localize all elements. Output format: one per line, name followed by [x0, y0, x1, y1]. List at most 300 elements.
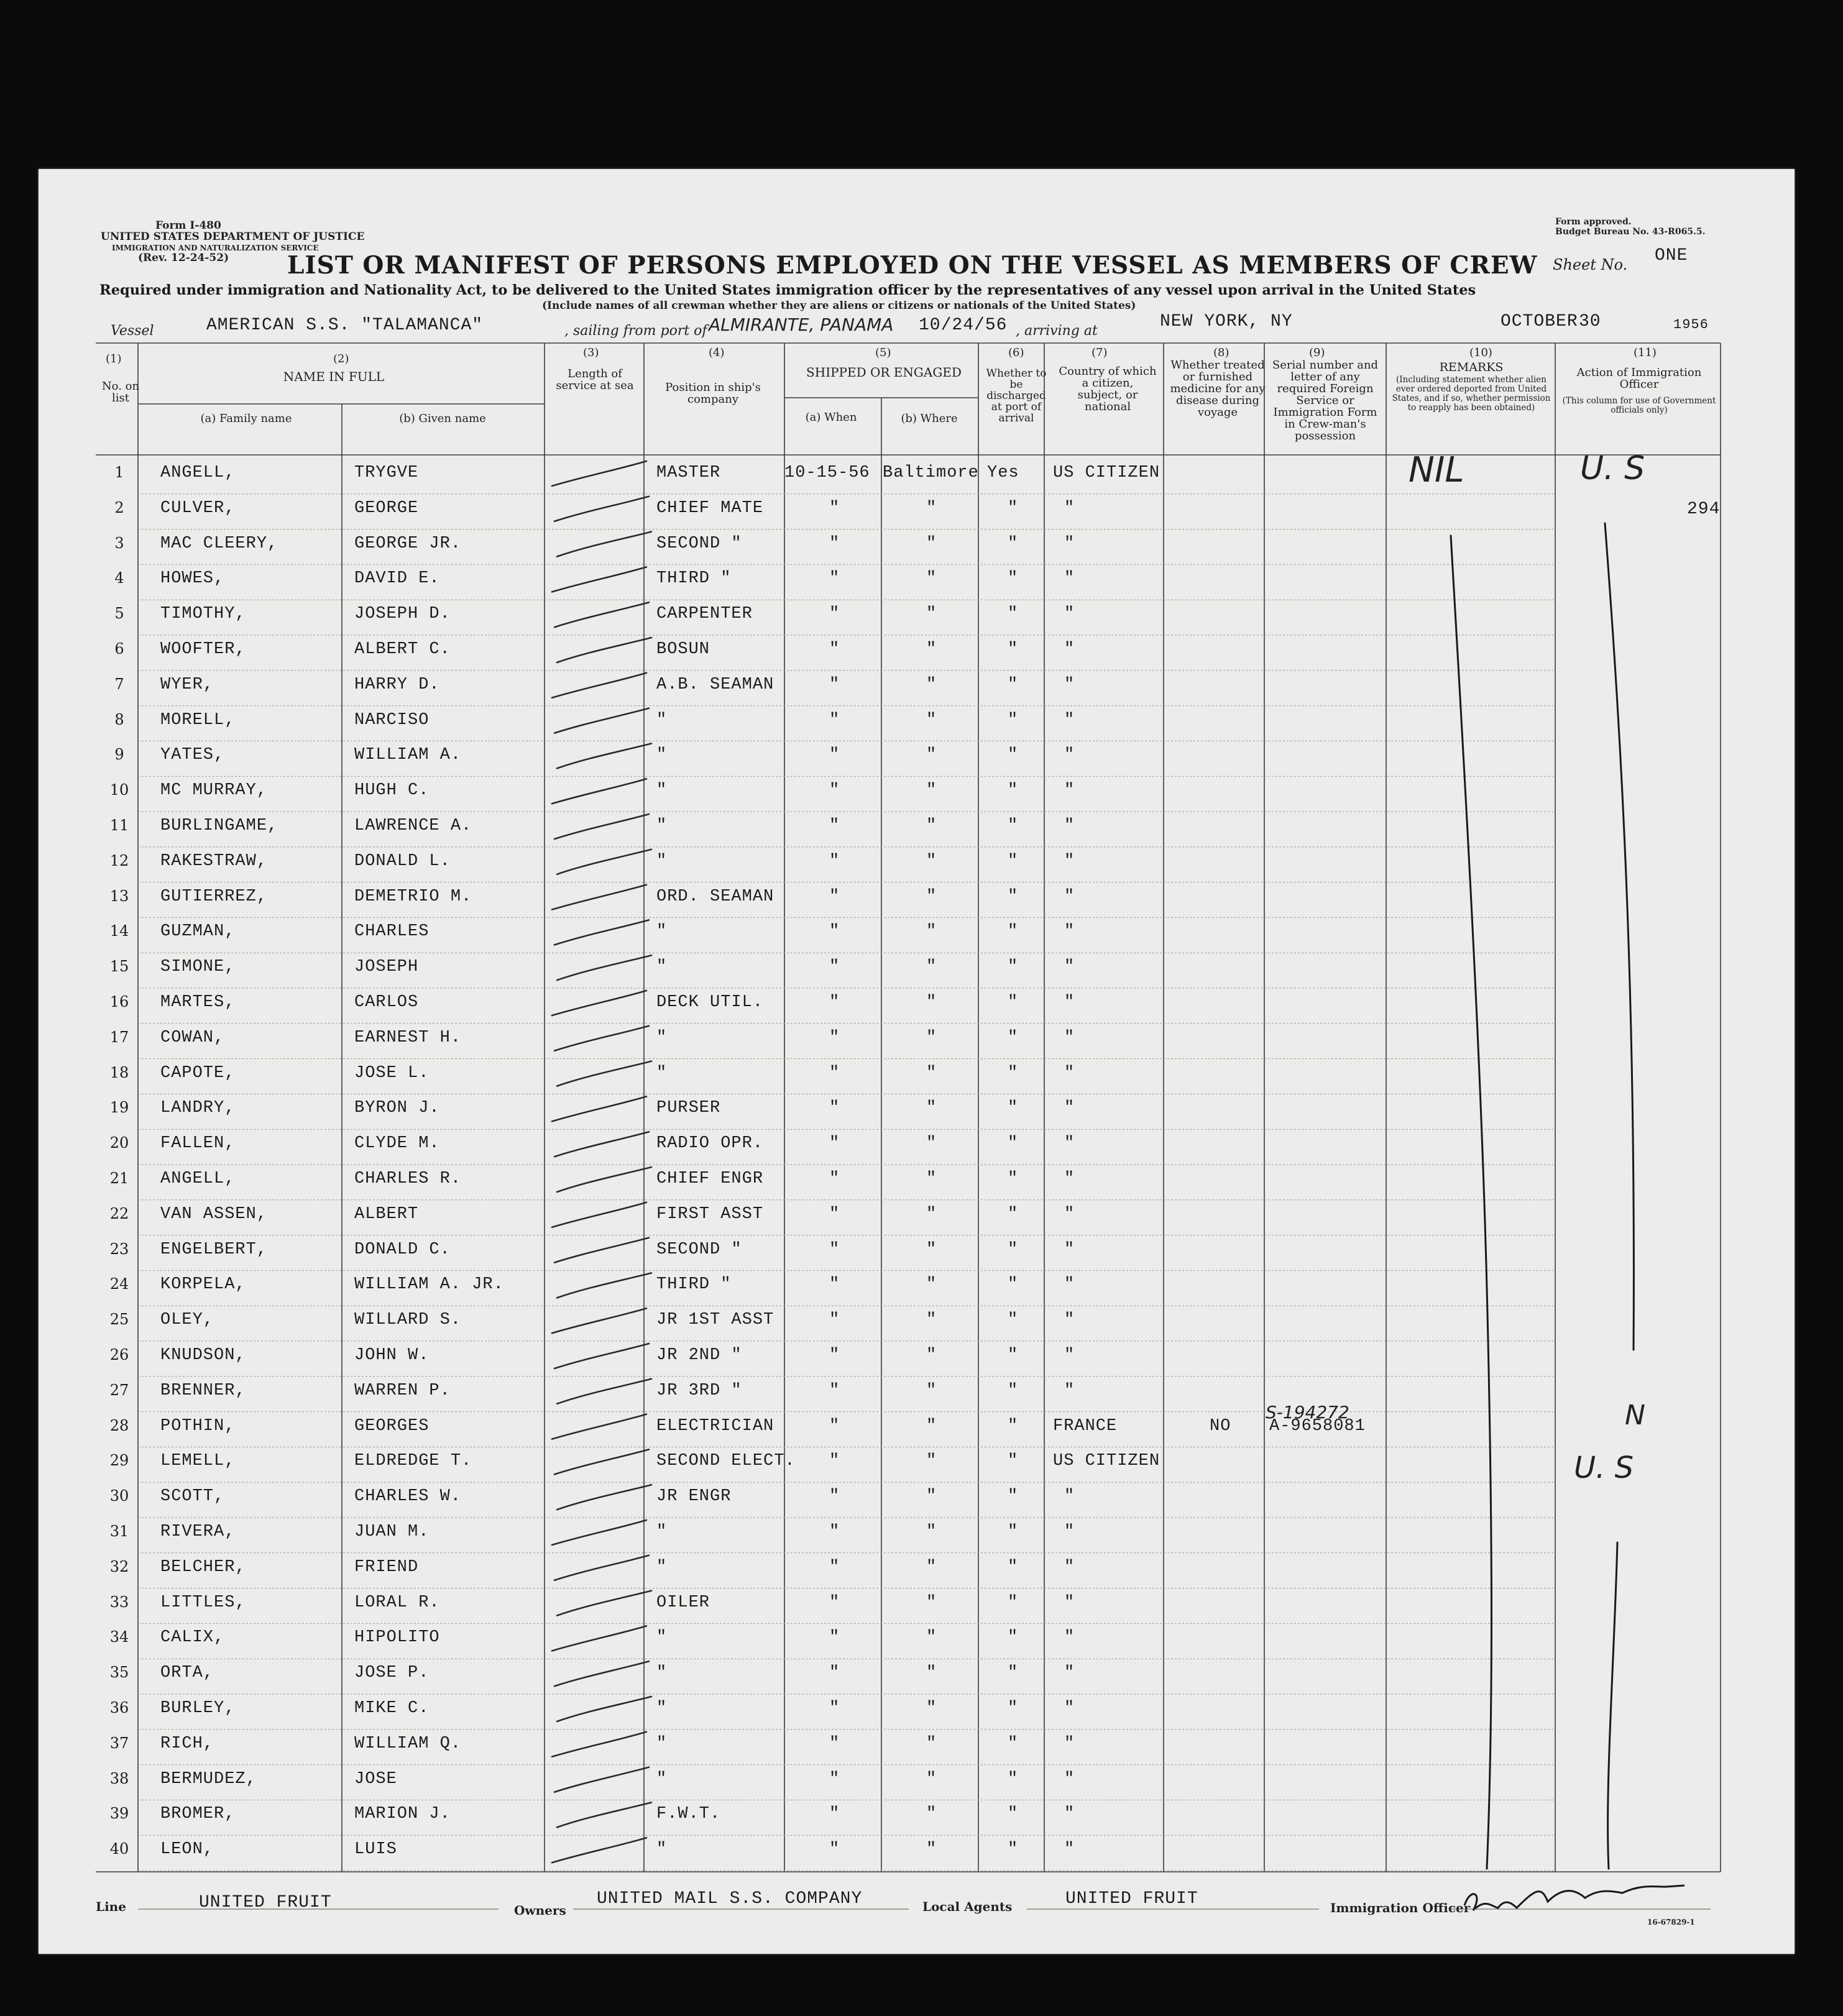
form-subtitle: Required under immigration and Nationality Act, to be delivered to the United States immigration officer by the representatives of any vessel upon arrival in the United States [99, 282, 1476, 298]
shipped-where: " [926, 1416, 937, 1436]
shipped-when: " [829, 1170, 840, 1188]
shipped-where: " [926, 993, 937, 1012]
discharged: " [1008, 1028, 1019, 1047]
discharged: " [1008, 640, 1019, 659]
row-number: 16 [109, 993, 129, 1010]
table-row [39, 1447, 1795, 1482]
country: " [1064, 1028, 1075, 1047]
given-name: JOSE [354, 1769, 397, 1789]
row-number: 1 [114, 464, 124, 481]
country: " [1064, 498, 1075, 518]
given-name: JOHN W. [354, 1346, 430, 1365]
given-name: MARION J. [354, 1805, 451, 1824]
position: JR 3RD " [656, 1381, 742, 1400]
family-name: BURLINGAME, [160, 817, 278, 835]
position: PURSER [656, 1099, 721, 1118]
family-name: WYER, [160, 675, 214, 694]
vessel-label: Vessel [111, 323, 154, 339]
shipped-when: " [829, 1699, 840, 1718]
shipped-where: " [926, 1099, 937, 1118]
row-number: 5 [114, 605, 124, 623]
given-name: JOSEPH D. [354, 605, 451, 624]
table-row [39, 1270, 1795, 1305]
given-name: DAVID E. [354, 569, 440, 589]
country: " [1064, 1134, 1075, 1153]
shipped-when: " [829, 922, 840, 942]
table-row [39, 882, 1795, 917]
country: " [1064, 1805, 1075, 1824]
position: " [656, 1664, 668, 1683]
given-name: CHARLES [354, 922, 430, 942]
shipped-where: " [926, 605, 937, 624]
row-number: 32 [109, 1557, 129, 1575]
given-name: WARREN P. [354, 1381, 451, 1400]
family-name: SIMONE, [160, 958, 236, 977]
shipped-where: " [926, 1840, 937, 1859]
country: US CITIZEN [1053, 464, 1160, 482]
family-name: CULVER, [160, 498, 236, 518]
col2a-header: (a) Family name [200, 412, 292, 425]
discharged: " [1008, 1769, 1019, 1789]
position: DECK UTIL. [656, 993, 764, 1012]
position: CHIEF MATE [656, 498, 764, 518]
shipped-where: " [926, 1557, 937, 1577]
shipped-when: " [829, 569, 840, 589]
budget-bureau: Budget Bureau No. 43-R065.5. [1555, 227, 1706, 237]
position: " [656, 958, 668, 977]
table-row [39, 1659, 1795, 1693]
shipped-when: " [829, 887, 840, 906]
shipped-where: " [926, 1204, 937, 1224]
given-name: CHARLES R. [354, 1170, 462, 1188]
line-value: UNITED FRUIT [199, 1893, 332, 1912]
given-name: HARRY D. [354, 675, 440, 694]
discharged: " [1008, 1099, 1019, 1118]
family-name: COWAN, [160, 1028, 225, 1047]
country: " [1064, 887, 1075, 906]
discharged: " [1008, 746, 1019, 765]
country: " [1064, 1381, 1075, 1400]
family-name: RICH, [160, 1734, 214, 1753]
country: " [1064, 1628, 1075, 1647]
action-n: N [1625, 1400, 1645, 1431]
family-name: LITTLES, [160, 1593, 246, 1612]
col4-header: Position in ship's company [665, 381, 761, 406]
table-row [39, 1059, 1795, 1094]
col5-header: SHIPPED OR ENGAGED [806, 365, 962, 380]
shipped-where: " [926, 1134, 937, 1153]
country: " [1064, 605, 1075, 624]
shipped-when: " [829, 1381, 840, 1400]
shipped-where: " [926, 1275, 937, 1294]
shipped-when: " [829, 1769, 840, 1789]
shipped-where: " [926, 1664, 937, 1683]
family-name: LEON, [160, 1840, 214, 1859]
position: JR ENGR [656, 1487, 732, 1506]
country: " [1064, 1699, 1075, 1718]
discharged: " [1008, 710, 1019, 730]
table-row [39, 1800, 1795, 1835]
shipped-where: " [926, 781, 937, 800]
row-number: 36 [109, 1699, 129, 1716]
family-name: POTHIN, [160, 1416, 236, 1436]
row-number: 26 [109, 1346, 129, 1363]
family-name: ANGELL, [160, 464, 236, 482]
shipped-when: " [829, 993, 840, 1012]
given-name: GEORGES [354, 1416, 430, 1436]
given-name: DEMETRIO M. [354, 887, 472, 906]
family-name: MARTES, [160, 993, 236, 1012]
given-name: WILLARD S. [354, 1311, 462, 1330]
position: ORD. SEAMAN [656, 887, 774, 906]
shipped-when: " [829, 1099, 840, 1118]
discharged: Yes [987, 464, 1019, 482]
family-name: BURLEY, [160, 1699, 236, 1718]
arrival-day: 30 [1579, 312, 1601, 331]
col10-header: REMARKS [1439, 360, 1504, 374]
table-row [39, 1165, 1795, 1199]
table-row [39, 1129, 1795, 1164]
position: " [656, 1557, 668, 1577]
col2b-header: (b) Given name [399, 412, 486, 425]
row-number: 22 [109, 1204, 129, 1222]
col6-header: Whether to be discharged at port of arrival [986, 367, 1047, 424]
shipped-where: " [926, 640, 937, 659]
col11-note: (This column for use of Government officials only) [1562, 396, 1716, 415]
discharged: " [1008, 1523, 1019, 1541]
discharged: " [1008, 1557, 1019, 1577]
position: CHIEF ENGR [656, 1170, 764, 1188]
discharged: " [1008, 1275, 1019, 1294]
table-row [39, 1623, 1795, 1658]
table-row [39, 1482, 1795, 1517]
shipped-where: " [926, 1311, 937, 1330]
discharged: " [1008, 922, 1019, 942]
row-number: 7 [114, 675, 124, 693]
table-row [39, 1306, 1795, 1340]
family-name: ANGELL, [160, 1170, 236, 1188]
agents-value: UNITED FRUIT [1065, 1889, 1198, 1908]
col3-header: Length of service at sea [556, 367, 634, 392]
discharged: " [1008, 1805, 1019, 1824]
position: " [656, 817, 668, 835]
crew-table [39, 459, 1795, 1871]
shipped-where: " [926, 1346, 937, 1365]
family-name: LANDRY, [160, 1099, 236, 1118]
discharged: " [1008, 1628, 1019, 1647]
form-note: (Include names of all crewman whether they are aliens or citizens or nationals of the United States) [542, 300, 1136, 312]
shipped-where: " [926, 1699, 937, 1718]
discharged: " [1008, 675, 1019, 694]
discharged: " [1008, 1416, 1019, 1436]
given-name: HIPOLITO [354, 1628, 440, 1647]
col7-header: Country of which a citizen, subject, or national [1059, 365, 1157, 413]
shipped-when: " [829, 1063, 840, 1083]
remarks-nil: NIL [1409, 450, 1464, 490]
owners-label: Owners [514, 1903, 566, 1918]
col9-header: Serial number and letter of any required Foreign Service or Immigration Form in Crew-man's possession [1272, 359, 1379, 442]
country: " [1064, 1487, 1075, 1506]
department: UNITED STATES DEPARTMENT OF JUSTICE [101, 231, 365, 243]
position: " [656, 1840, 668, 1859]
position: " [656, 1063, 668, 1083]
discharged: " [1008, 1311, 1019, 1330]
given-name: CLYDE M. [354, 1134, 440, 1153]
country: " [1064, 1170, 1075, 1188]
sailing-date: 10/24/56 [919, 316, 1008, 335]
shipped-when: 10-15-56 [784, 464, 870, 482]
given-name: WILLIAM A. JR. [354, 1275, 504, 1294]
col5a-header: (a) When [805, 411, 857, 424]
position: " [656, 1769, 668, 1789]
discharged: " [1008, 817, 1019, 835]
family-name: HOWES, [160, 569, 225, 589]
shipped-where: " [926, 1240, 937, 1259]
row-number: 40 [109, 1840, 129, 1858]
given-name: MIKE C. [354, 1699, 430, 1718]
family-name: ORTA, [160, 1664, 214, 1683]
table-row [39, 564, 1795, 599]
given-name: JOSE L. [354, 1063, 430, 1083]
arriving-label: , arriving at [1016, 323, 1098, 339]
arrival-year: 1956 [1673, 317, 1709, 332]
table-row [39, 494, 1795, 529]
shipped-when: " [829, 1311, 840, 1330]
discharged: " [1008, 1487, 1019, 1506]
row-number: 24 [109, 1275, 129, 1293]
officer-label: Immigration Officer [1330, 1900, 1471, 1915]
country: " [1064, 1240, 1075, 1259]
row-number: 2 [114, 498, 124, 516]
country: " [1064, 675, 1075, 694]
position: F.W.T. [656, 1805, 721, 1824]
row-number: 25 [109, 1311, 129, 1329]
table-row [39, 1377, 1795, 1411]
position: " [656, 922, 668, 942]
discharged: " [1008, 1170, 1019, 1188]
row-number: 21 [109, 1170, 129, 1187]
country: " [1064, 534, 1075, 553]
table-row [39, 1200, 1795, 1235]
shipped-when: " [829, 1805, 840, 1824]
row-number: 4 [114, 569, 124, 587]
country: " [1064, 781, 1075, 800]
position: SECOND " [656, 1240, 742, 1259]
position: " [656, 851, 668, 871]
position: " [656, 1734, 668, 1753]
family-name: VAN ASSEN, [160, 1204, 268, 1224]
sailing-label: , sailing from port of [564, 323, 707, 339]
row-number: 28 [109, 1416, 129, 1434]
country: " [1064, 569, 1075, 589]
family-name: KNUDSON, [160, 1346, 246, 1365]
shipped-where: " [926, 746, 937, 765]
row-number: 10 [109, 781, 129, 799]
shipped-where: " [926, 498, 937, 518]
col8-num: (8) [1213, 346, 1229, 359]
given-name: LUIS [354, 1840, 397, 1859]
discharged: " [1008, 958, 1019, 977]
shipped-when: " [829, 605, 840, 624]
shipped-when: " [829, 1664, 840, 1683]
family-name: KORPELA, [160, 1275, 246, 1294]
table-row [39, 812, 1795, 846]
given-name: WILLIAM Q. [354, 1734, 462, 1753]
shipped-where: " [926, 958, 937, 977]
country: US CITIZEN [1053, 1452, 1160, 1471]
shipped-when: " [829, 640, 840, 659]
position: " [656, 781, 668, 800]
vessel-value: AMERICAN S.S. "TALAMANCA" [206, 316, 484, 335]
family-name: MC MURRAY, [160, 781, 268, 800]
discharged: " [1008, 1063, 1019, 1083]
country: " [1064, 922, 1075, 942]
table-row [39, 988, 1795, 1023]
discharged: " [1008, 569, 1019, 589]
family-name: FALLEN, [160, 1134, 236, 1153]
given-name: BYRON J. [354, 1099, 440, 1118]
form-number: Form I-480 [155, 219, 221, 232]
table-row [39, 776, 1795, 811]
col2-num: (2) [333, 352, 349, 365]
family-name: RIVERA, [160, 1523, 236, 1541]
shipped-when: " [829, 1628, 840, 1647]
discharged: " [1008, 1593, 1019, 1612]
shipped-when: " [829, 1275, 840, 1294]
country: " [1064, 1275, 1075, 1294]
given-name: TRYGVE [354, 464, 419, 482]
position: " [656, 1628, 668, 1647]
given-name: DONALD C. [354, 1240, 451, 1259]
row-number: 39 [109, 1805, 129, 1823]
given-name: WILLIAM A. [354, 746, 462, 765]
shipped-when: " [829, 675, 840, 694]
discharged: " [1008, 1204, 1019, 1224]
discharged: " [1008, 851, 1019, 871]
col7-num: (7) [1092, 346, 1108, 359]
given-name: JUAN M. [354, 1523, 430, 1541]
shipped-where: " [926, 1523, 937, 1541]
family-name: YATES, [160, 746, 225, 765]
position: BOSUN [656, 640, 710, 659]
table-row [39, 529, 1795, 564]
position: " [656, 1028, 668, 1047]
country: " [1064, 1593, 1075, 1612]
row-number: 14 [109, 922, 129, 940]
family-name: RAKESTRAW, [160, 851, 268, 871]
position: " [656, 710, 668, 730]
table-row [39, 671, 1795, 705]
shipped-when: " [829, 1734, 840, 1753]
country: " [1064, 1204, 1075, 1224]
family-name: GUZMAN, [160, 922, 236, 942]
position: THIRD " [656, 569, 732, 589]
table-row [39, 1518, 1795, 1552]
col11-num: (11) [1634, 346, 1657, 359]
discharged: " [1008, 605, 1019, 624]
shipped-when: " [829, 1452, 840, 1471]
shipped-where: " [926, 534, 937, 553]
discharged: " [1008, 1452, 1019, 1471]
shipped-when: " [829, 710, 840, 730]
shipped-where: " [926, 1593, 937, 1612]
row-number: 29 [109, 1452, 129, 1470]
shipped-when: " [829, 781, 840, 800]
sheet-label: Sheet No. [1553, 256, 1628, 273]
shipped-when: " [829, 1240, 840, 1259]
country: FRANCE [1053, 1416, 1118, 1436]
serial-number: A-9658081 [1269, 1416, 1366, 1436]
shipped-when: " [829, 1593, 840, 1612]
discharged: " [1008, 993, 1019, 1012]
col6-num: (6) [1008, 346, 1024, 359]
position: OILER [656, 1593, 710, 1612]
table-row [39, 1341, 1795, 1376]
given-name: LORAL R. [354, 1593, 440, 1612]
form-code: 16-67829-1 [1647, 1918, 1695, 1927]
row-number: 18 [109, 1063, 129, 1081]
row-number: 17 [109, 1028, 129, 1046]
table-row [39, 1553, 1795, 1588]
row-number: 13 [109, 887, 129, 905]
discharged: " [1008, 1134, 1019, 1153]
shipped-when: " [829, 1416, 840, 1436]
shipped-when: " [829, 534, 840, 553]
service: IMMIGRATION AND NATURALIZATION SERVICE [112, 244, 319, 252]
family-name: GUTIERREZ, [160, 887, 268, 906]
shipped-where: " [926, 922, 937, 942]
position: " [656, 1699, 668, 1718]
given-name: LAWRENCE A. [354, 817, 472, 835]
shipped-where: " [926, 1769, 937, 1789]
table-row [39, 1235, 1795, 1270]
shipped-when: " [829, 1557, 840, 1577]
shipped-when: " [829, 498, 840, 518]
col9-num: (9) [1309, 346, 1325, 359]
position: JR 1ST ASST [656, 1311, 774, 1330]
table-row [39, 741, 1795, 776]
position: FIRST ASST [656, 1204, 764, 1224]
action-us-1: U. S [1580, 450, 1645, 487]
shipped-when: " [829, 746, 840, 765]
row-number: 35 [109, 1664, 129, 1682]
position: SECOND ELECT. [656, 1452, 796, 1471]
table-row [39, 1730, 1795, 1764]
row-number: 34 [109, 1628, 129, 1646]
row-number: 23 [109, 1240, 129, 1258]
row-number: 37 [109, 1734, 129, 1752]
col4-num: (4) [709, 346, 725, 359]
country: " [1064, 1664, 1075, 1683]
position: CARPENTER [656, 605, 753, 624]
discharged: " [1008, 1240, 1019, 1259]
position: ELECTRICIAN [656, 1416, 774, 1436]
arrival-month: OCTOBER [1501, 312, 1578, 331]
country: " [1064, 1311, 1075, 1330]
col1-header: No. on list [101, 380, 140, 405]
shipped-where: " [926, 1734, 937, 1753]
discharged: " [1008, 1346, 1019, 1365]
row-number: 38 [109, 1769, 129, 1787]
given-name: FRIEND [354, 1557, 419, 1577]
country: " [1064, 993, 1075, 1012]
family-name: BERMUDEZ, [160, 1769, 257, 1789]
col5b-header: (b) Where [901, 412, 958, 425]
shipped-when: " [829, 851, 840, 871]
given-name: JOSEPH [354, 958, 419, 977]
shipped-when: " [829, 1134, 840, 1153]
row-number: 30 [109, 1487, 129, 1505]
